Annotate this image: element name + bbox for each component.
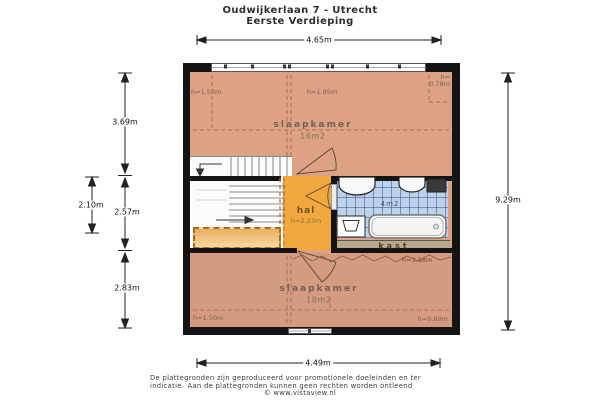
- wall-stairs-top: [190, 176, 281, 181]
- label-hal: hal: [296, 206, 316, 216]
- page-subtitle: Eerste Verdieping: [246, 16, 354, 27]
- label-ceiling-bottom-right: h=0.89m: [417, 315, 448, 323]
- dimension-left-middle: 2.57m: [114, 207, 140, 217]
- wall-top-left: [183, 63, 211, 72]
- wall-bathroom-top: [331, 176, 452, 181]
- label-hal-ceiling: h=2.23m: [290, 217, 322, 225]
- label-ceiling-top-right-a: h=: [440, 73, 450, 81]
- label-kast: kast: [378, 241, 410, 251]
- footer-disclaimer-line1: De plattegronden zijn geproduceerd voor promotionele doeleinden en ter indicatie.: [150, 374, 421, 390]
- footer-copyright: © www.vistaview.nl: [263, 389, 337, 397]
- wall-hal-bottom-left: [190, 248, 297, 253]
- label-kast-ceiling: h=3.58m: [402, 256, 433, 264]
- door-opening-badkamer: [331, 184, 337, 210]
- room-badkamer: [337, 178, 448, 238]
- dimension-left-inner: 2.10m: [78, 200, 104, 210]
- dimension-left-lower: 2.83m: [114, 283, 140, 293]
- label-ceiling-top-left: h=1.50m: [191, 88, 222, 96]
- dimension-top: 4.65m: [306, 35, 332, 45]
- window-top: [211, 63, 426, 72]
- label-badkamer-area: 4m2: [380, 200, 400, 208]
- dimension-bottom: 4.49m: [305, 358, 331, 368]
- dimension-right: 9.29m: [495, 195, 521, 205]
- label-ceiling-top-right-b: 0.78m: [429, 80, 450, 88]
- label-ceiling-top-mid: h=1.95m: [306, 88, 338, 96]
- stair-landing: [193, 227, 281, 249]
- window-bottom: [288, 328, 332, 334]
- label-slaapkamer-top: slaapkamer: [273, 120, 353, 130]
- dimension-left-upper: 3.69m: [112, 117, 138, 127]
- label-ceiling-bottom-left: h=1.50m: [193, 314, 224, 322]
- label-slaapkamer-bottom: slaapkamer: [279, 284, 359, 294]
- label-slaapkamer-bottom-area: 10m2: [306, 295, 332, 305]
- page-title: Oudwijkerlaan 7 - Utrecht: [222, 5, 378, 16]
- footer-disclaimer-line2: Aan de plattegronden kunnen geen rechten worden ontleend: [187, 382, 413, 390]
- wall-right: [452, 63, 460, 335]
- wall-top-right: [426, 63, 460, 72]
- label-slaapkamer-top-area: 16m2: [300, 131, 326, 141]
- wall-left: [183, 63, 190, 335]
